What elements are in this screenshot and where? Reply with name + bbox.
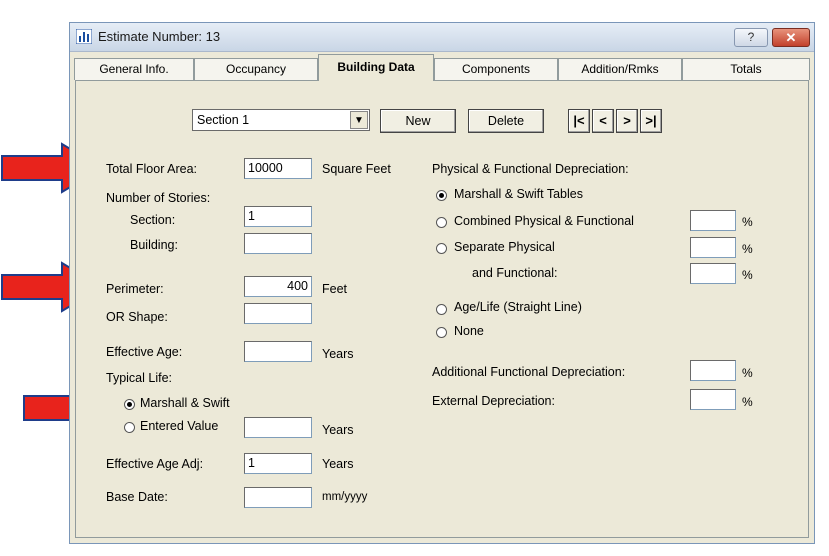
perimeter-input[interactable]: 400 xyxy=(244,276,312,297)
section-select[interactable] xyxy=(192,109,370,131)
none-label: None xyxy=(454,324,484,338)
total-floor-area-unit: Square Feet xyxy=(322,162,391,176)
separate-functional-input[interactable] xyxy=(690,263,736,284)
tab-occupancy[interactable]: Occupancy xyxy=(194,58,318,80)
help-button[interactable]: ? xyxy=(734,28,768,47)
tab-addition-rmks[interactable]: Addition/Rmks xyxy=(558,58,682,80)
building-stories-input[interactable] xyxy=(244,233,312,254)
effective-age-input[interactable] xyxy=(244,341,312,362)
total-floor-area-label: Total Floor Area: xyxy=(106,162,198,176)
effective-age-adj-label: Effective Age Adj: xyxy=(106,457,204,471)
next-record-button[interactable]: > xyxy=(616,109,638,133)
age-life-radio[interactable] xyxy=(436,304,447,315)
last-record-button[interactable]: >| xyxy=(640,109,662,133)
building-stories-label: Building: xyxy=(130,238,178,252)
section-stories-input[interactable]: 1 xyxy=(244,206,312,227)
separate-depreciation-radio[interactable] xyxy=(436,243,447,254)
tab-building-data[interactable]: Building Data xyxy=(318,54,434,81)
entered-value-unit: Years xyxy=(322,423,354,437)
external-depreciation-label: External Depreciation: xyxy=(432,394,555,408)
number-of-stories-label: Number of Stories: xyxy=(106,191,211,205)
effective-age-adj-unit: Years xyxy=(322,457,354,471)
marshall-swift-tables-radio[interactable] xyxy=(436,190,447,201)
tab-general-info[interactable]: General Info. xyxy=(74,58,194,80)
section-select-value: Section 1 xyxy=(197,113,250,127)
separate-physical-label: Separate Physical xyxy=(454,240,555,254)
separate-functional-label: and Functional: xyxy=(472,266,558,280)
delete-button[interactable]: Delete xyxy=(468,109,544,133)
tab-totals[interactable]: Totals xyxy=(682,58,810,80)
entered-value-input[interactable] xyxy=(244,417,312,438)
perimeter-label: Perimeter: xyxy=(106,282,164,296)
marshall-swift-label: Marshall & Swift xyxy=(140,396,230,410)
perimeter-unit: Feet xyxy=(322,282,348,296)
combined-depreciation-radio[interactable] xyxy=(436,217,447,228)
entered-value-label: Entered Value xyxy=(140,419,219,433)
effective-age-label: Effective Age: xyxy=(106,345,183,359)
shape-input[interactable] xyxy=(244,303,312,324)
section-stories-label: Section: xyxy=(130,213,176,227)
prev-record-button[interactable]: < xyxy=(592,109,614,133)
effective-age-adj-input[interactable]: 1 xyxy=(244,453,312,474)
dropdown-arrow-icon[interactable]: ▼ xyxy=(350,111,368,129)
combined-pct-sign: % xyxy=(742,215,753,229)
depreciation-heading: Physical & Functional Depreciation: xyxy=(432,162,629,176)
building-data-panel xyxy=(75,80,809,538)
separate-physical-pct-sign: % xyxy=(742,242,753,256)
tab-components[interactable]: Components xyxy=(434,58,558,80)
effective-age-unit: Years xyxy=(322,347,354,361)
age-life-label: Age/Life (Straight Line) xyxy=(454,300,582,314)
close-button[interactable]: ✕ xyxy=(772,28,810,47)
none-radio[interactable] xyxy=(436,327,447,338)
estimate-window xyxy=(69,22,815,544)
separate-functional-pct-sign: % xyxy=(742,268,753,282)
shape-label: OR Shape: xyxy=(106,310,168,324)
base-date-label: Base Date: xyxy=(106,490,168,504)
additional-pct-sign: % xyxy=(742,366,753,380)
additional-depreciation-label: Additional Functional Depreciation: xyxy=(432,365,626,379)
marshall-swift-tables-label: Marshall & Swift Tables xyxy=(454,187,583,201)
bar-chart-app-icon xyxy=(76,29,92,44)
total-floor-area-input[interactable]: 10000 xyxy=(244,158,312,179)
tab-strip xyxy=(70,53,814,81)
marshall-swift-radio[interactable] xyxy=(124,399,135,410)
typical-life-label: Typical Life: xyxy=(106,371,173,385)
base-date-input[interactable] xyxy=(244,487,312,508)
separate-physical-input[interactable] xyxy=(690,237,736,258)
new-button[interactable]: New xyxy=(380,109,456,133)
window-title: Estimate Number: 13 xyxy=(98,29,221,44)
combined-depreciation-label: Combined Physical & Functional xyxy=(454,214,634,228)
entered-value-radio[interactable] xyxy=(124,422,135,433)
title-bar xyxy=(70,23,814,52)
external-depreciation-input[interactable] xyxy=(690,389,736,410)
additional-depreciation-input[interactable] xyxy=(690,360,736,381)
combined-depreciation-input[interactable] xyxy=(690,210,736,231)
first-record-button[interactable]: |< xyxy=(568,109,590,133)
base-date-unit: mm/yyyy xyxy=(322,491,368,503)
external-pct-sign: % xyxy=(742,395,753,409)
